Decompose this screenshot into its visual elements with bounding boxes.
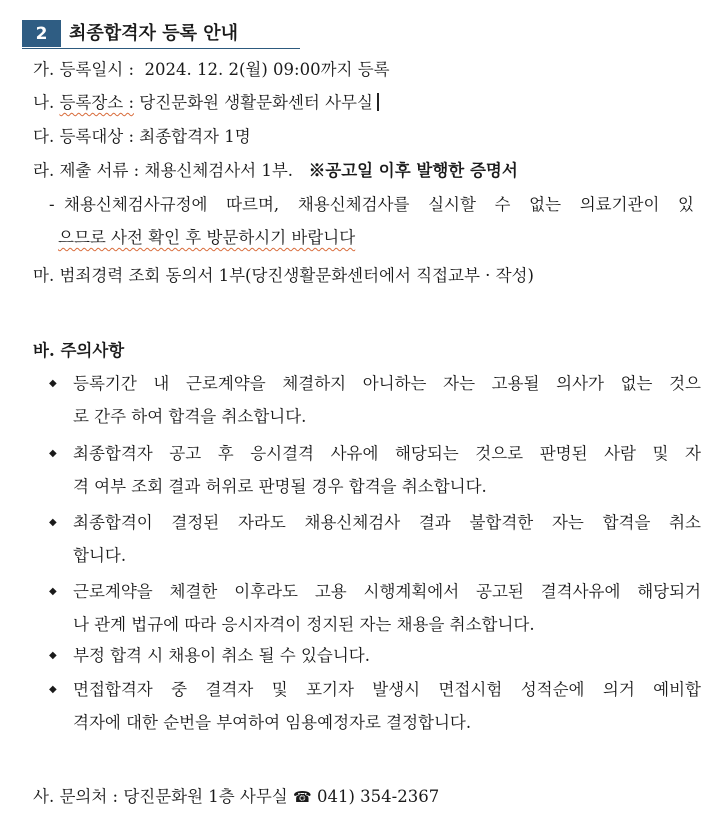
notice-2-line1: 최종합격자 공고 후 응시결격 사유에 해당되는 것으로 판명된 사람 및 자 [73, 444, 701, 463]
item-registration-place: 나. 등록장소 : 당진문화원 생활문화센터 사무실 [33, 91, 379, 115]
notice-2-line2: 격 여부 조회 결과 허위로 판명될 경우 합격을 취소합니다. [73, 477, 487, 496]
item-registration-target: 다. 등록대상 : 최종합격자 1명 [33, 127, 251, 146]
item-documents: 라. 제출 서류 : 채용신체검사서 1부. ※공고일 이후 발행한 증명서 [33, 161, 518, 180]
notice-6-line2: 격자에 대한 순번을 부여하여 임용예정자로 결정합니다. [73, 713, 472, 732]
text-cursor [377, 93, 379, 111]
section-header [22, 18, 300, 49]
sub-item-line1: 채용신체검사규정에 따르며, 채용신체검사를 실시할 수 없는 의료기관이 있 [64, 195, 694, 214]
bullet-icon: ◆ [49, 586, 57, 597]
item-criminal-record: 마. 범죄경력 조회 동의서 1부(당진생활문화센터에서 직접교부 · 작성) [33, 266, 534, 285]
bullet-icon: ◆ [49, 378, 57, 389]
bullet-icon: ◆ [49, 448, 57, 459]
section-number-badge: 2 [22, 20, 61, 47]
notice-4-line1: 근로계약을 체결한 이후라도 고용 시행계획에서 공고된 결격사유에 해당되거 [73, 582, 701, 601]
notice-3-line2: 합니다. [73, 546, 127, 565]
sub-item-dash: - [49, 195, 55, 214]
document-note: ※공고일 이후 발행한 증명서 [308, 161, 518, 180]
item-registration-date: 가. 등록일시 : 2024. 12. 2(월) 09:00까지 등록 [33, 60, 390, 79]
notice-1-line2: 로 간주 하여 합격을 취소합니다. [73, 407, 307, 426]
sub-item-line2: 으므로 사전 확인 후 방문하시기 바랍니다 [58, 228, 356, 247]
bullet-icon: ◆ [49, 684, 57, 695]
notice-5-line1: 부정 합격 시 채용이 취소 될 수 있습니다. [73, 646, 370, 665]
bullet-icon: ◆ [49, 650, 57, 661]
section-title: 최종합격자 등록 안내 [69, 23, 239, 44]
notice-6-line1: 면접합격자 중 결격자 및 포기자 발생시 면접시험 성적순에 의거 예비합 [73, 680, 701, 699]
phone-number: 041) 354-2367 [316, 787, 440, 806]
item-contact: 사. 문의처 : 당진문화원 1층 사무실 ☎ 041) 354-2367 [33, 787, 440, 806]
phone-icon: ☎ [293, 788, 312, 806]
notice-1-line1: 등록기간 내 근로계약을 체결하지 아니하는 자는 고용될 의사가 없는 것으 [73, 374, 701, 393]
bullet-icon: ◆ [49, 517, 57, 528]
notice-3-line1: 최종합격이 결정된 자라도 채용신체검사 결과 불합격한 자는 합격을 취소 [73, 513, 701, 532]
notice-4-line2: 나 관계 법규에 따라 응시자격이 정지된 자는 채용을 취소합니다. [73, 615, 535, 634]
item-notice-heading: 바. 주의사항 [33, 341, 125, 360]
